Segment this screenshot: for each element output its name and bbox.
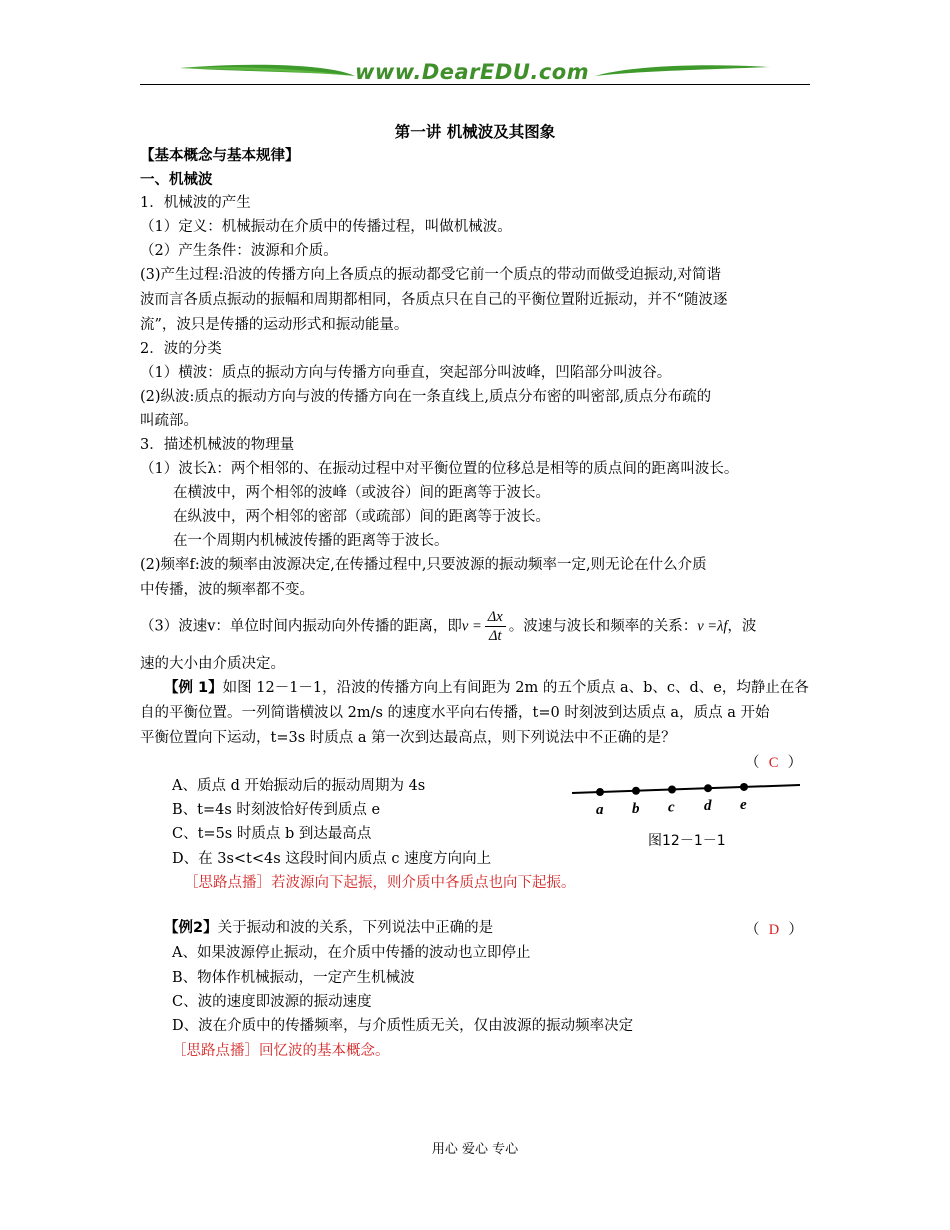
option-d: D、在 3s<t<4s 这段时间内质点 c 速度方向向上 — [172, 851, 492, 867]
point-d — [704, 784, 712, 792]
example1-answer — [745, 751, 802, 772]
text-segment: ，波 — [727, 618, 757, 635]
formula-wave-relation: v =λf — [697, 618, 728, 635]
answer-paren-close: ） — [788, 922, 803, 938]
formula-lhs: v = — [461, 618, 482, 635]
answer-paren-open: （ — [745, 922, 760, 938]
point-label-c: c — [668, 799, 675, 816]
header-divider — [140, 84, 810, 85]
propagation-line — [572, 785, 800, 793]
point-label-d: d — [704, 798, 712, 815]
example1-hint: ［思路点播］若波源向下起振，则介质中各质点也向下起振。 — [184, 875, 576, 891]
point-c — [668, 785, 676, 793]
option-d: D、波在介质中的传播频率，与介质性质无关，仅由波源的振动频率决定 — [172, 1018, 634, 1034]
answer-letter: C — [768, 755, 779, 771]
option-c: C、波的速度即波源的振动速度 — [172, 994, 372, 1010]
fraction-denominator: Δt — [488, 628, 502, 644]
subsection-heading: 一、机械波 — [140, 172, 213, 188]
point-label-b: b — [632, 800, 640, 817]
option-a: A、如果波源停止振动，在介质中传播的波动也立即停止 — [172, 945, 531, 961]
example2-label: 【例2】 — [164, 920, 218, 936]
wave-speed-line — [140, 608, 756, 645]
velocity-fraction — [485, 608, 506, 645]
text-line: 2．波的分类 — [140, 341, 222, 357]
text-line: （1）横波：质点的振动方向与传播方向垂直，突起部分叫波峰，凹陷部分叫波谷。 — [140, 365, 672, 381]
example1-line2: 自的平衡位置。一列简谐横波以 2m/s 的速度水平向右传播，t=0 时刻波到达质点 a，质点 a 开始 — [140, 705, 770, 721]
text-line: 3．描述机械波的物理量 — [140, 437, 295, 453]
text-line: 1．机械波的产生 — [140, 195, 251, 211]
example2-hint: ［思路点播］回忆波的基本概念。 — [172, 1043, 390, 1059]
text-segment: 。波速与波长和频率的关系： — [508, 618, 698, 635]
point-e — [740, 783, 748, 791]
figure-caption: 图12－1－1 — [648, 833, 726, 849]
answer-letter: D — [768, 922, 780, 938]
fraction-numerator: Δx — [485, 608, 506, 627]
point-a — [596, 788, 604, 796]
text-line: (2)纵波:质点的振动方向与波的传播方向在一条直线上,质点分布密的叫密部,质点分布疏的 — [140, 389, 712, 405]
text-line: 叫疏部。 — [140, 413, 198, 429]
answer-paren-close: ） — [787, 755, 803, 771]
text-line: 在一个周期内机械波传播的距离等于波长。 — [173, 533, 449, 549]
text-line: （1）定义：机械振动在介质中的传播过程，叫做机械波。 — [140, 219, 512, 235]
example1-text: 如图 12－1－1，沿波的传播方向上有间距为 2m 的五个质点 a、b、c、d、e，均静止在各 — [222, 680, 809, 696]
wave-line-diagram — [570, 776, 805, 826]
text-line: 速的大小由介质决定。 — [140, 656, 285, 672]
text-line: 中传播，波的频率都不变。 — [140, 582, 314, 598]
text-segment: （3）波速v：单位时间内振动向外传播的距离，即 — [140, 618, 462, 635]
right-swoosh — [595, 65, 770, 76]
answer-paren-open: （ — [745, 755, 760, 771]
site-logo-text[interactable]: www.DearEDU.com — [355, 60, 590, 84]
section-heading: 【基本概念与基本规律】 — [140, 148, 300, 164]
example2-question: 关于振动和波的关系，下列说法中正确的是 — [217, 920, 494, 936]
option-b: B、t=4s 时刻波恰好传到质点 e — [172, 802, 381, 818]
example2-answer — [745, 918, 803, 939]
text-line: （2）产生条件：波源和介质。 — [140, 243, 338, 259]
point-b — [632, 787, 640, 795]
text-line: （1）波长λ：两个相邻的、在振动过程中对平衡位置的位移总是相等的质点间的距离叫波长。 — [140, 461, 739, 477]
text-line: (3)产生过程:沿波的传播方向上各质点的振动都受它前一个质点的带动而做受迫振动,对简谐 — [140, 267, 722, 283]
text-line: 在横波中，两个相邻的波峰（或波谷）间的距离等于波长。 — [173, 485, 550, 501]
text-line: 波而言各质点振动的振幅和周期都相同，各质点只在自己的平衡位置附近振动，并不“随波逐 — [140, 292, 728, 308]
text-line: (2)频率f:波的频率由波源决定,在传播过程中,只要波源的振动频率一定,则无论在什么介质 — [140, 557, 707, 573]
wave-points-figure — [570, 776, 805, 856]
example1-line3: 平衡位置向下运动，t=3s 时质点 a 第一次到达最高点，则下列说法中不正确的是？ — [140, 730, 676, 746]
option-c: C、t=5s 时质点 b 到达最高点 — [172, 826, 372, 842]
page-footer: 用心 爱心 专心 — [431, 1142, 519, 1157]
option-a: A、质点 d 开始振动后的振动周期为 4s — [172, 778, 426, 794]
point-label-a: a — [596, 802, 604, 819]
option-b: B、物体作机械振动，一定产生机械波 — [172, 970, 415, 986]
example2-line — [164, 918, 493, 938]
page-title: 第一讲 机械波及其图象 — [394, 123, 556, 141]
example1-line1 — [164, 678, 809, 698]
text-line: 流”，波只是传播的运动形式和振动能量。 — [140, 317, 409, 333]
point-label-e: e — [740, 796, 747, 813]
text-line: 在纵波中，两个相邻的密部（或疏部）间的距离等于波长。 — [173, 509, 550, 525]
example1-label: 【例 1】 — [164, 680, 223, 696]
